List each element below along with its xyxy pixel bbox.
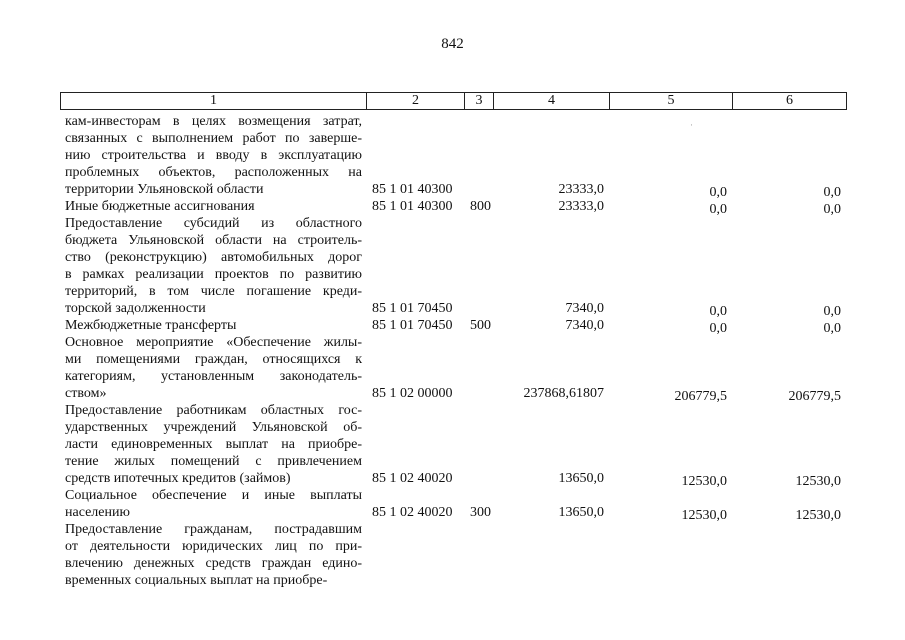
row-description xyxy=(65,215,362,317)
row-value-col4: 23333,0 xyxy=(558,199,604,214)
row-code: 85 1 01 70450 xyxy=(372,301,453,316)
description-line: территории Ульяновской области xyxy=(65,182,264,197)
description-line: тение жилых помещений с привлечением xyxy=(65,454,362,469)
description-line: бюджета Ульяновской области на строитель- xyxy=(65,233,362,248)
description-line: влечению денежных средств граждан едино- xyxy=(65,556,362,571)
row-code: 85 1 02 40020 xyxy=(372,471,453,486)
description-line: средств ипотечных кредитов (займов) xyxy=(65,471,291,486)
row-description xyxy=(65,521,362,589)
row-expense-kind: 500 xyxy=(470,318,491,333)
row-code: 85 1 02 40020 xyxy=(372,505,453,520)
row-value-col4: 23333,0 xyxy=(558,182,604,197)
description-line: временных социальных выплат на приобре- xyxy=(65,573,328,588)
description-line: Иные бюджетные ассигнования xyxy=(65,199,255,214)
header-col-5: 5 xyxy=(610,93,733,109)
description-line: проблемных объектов, расположенных на xyxy=(65,165,362,180)
description-line: нию строительства и вводу в эксплуатацию xyxy=(65,148,362,163)
row-value-col6: 0,0 xyxy=(823,304,841,319)
row-value-col4: 13650,0 xyxy=(558,505,604,520)
row-description xyxy=(65,402,362,487)
header-col-4: 4 xyxy=(494,93,610,109)
description-line: в рамках реализации проектов по развитию xyxy=(65,267,362,282)
row-code: 85 1 01 40300 xyxy=(372,199,453,214)
row-value-col6: 0,0 xyxy=(823,321,841,336)
row-expense-kind: 800 xyxy=(470,199,491,214)
description-line: ство (реконструкцию) автомобильных дорог xyxy=(65,250,362,265)
table-header xyxy=(60,92,847,110)
row-description xyxy=(65,317,362,334)
row-value-col6: 12530,0 xyxy=(795,474,841,489)
scan-dot: · xyxy=(690,120,693,130)
row-code: 85 1 01 40300 xyxy=(372,182,453,197)
row-value-col6: 0,0 xyxy=(823,185,841,200)
description-line: населению xyxy=(65,505,130,520)
row-expense-kind: 300 xyxy=(470,505,491,520)
description-line: кам-инвесторам в целях возмещения затрат, xyxy=(65,114,362,129)
row-value-col5: 0,0 xyxy=(709,304,727,319)
description-line: Предоставление гражданам, пострадавшим xyxy=(65,522,362,537)
header-col-1: 1 xyxy=(61,93,367,109)
description-line: Основное мероприятие «Обеспечение жилы- xyxy=(65,335,362,350)
row-value-col4: 7340,0 xyxy=(565,318,604,333)
row-value-col4: 7340,0 xyxy=(565,301,604,316)
row-value-col5: 12530,0 xyxy=(681,474,727,489)
description-line: ством» xyxy=(65,386,107,401)
row-description xyxy=(65,487,362,521)
row-value-col6: 12530,0 xyxy=(795,508,841,523)
header-col-2: 2 xyxy=(367,93,465,109)
page-number: 842 xyxy=(441,36,464,52)
row-description xyxy=(65,113,362,198)
description-line: Межбюджетные трансферты xyxy=(65,318,237,333)
description-line: категориям, установленным законодатель- xyxy=(65,369,362,384)
header-col-6: 6 xyxy=(786,93,793,108)
description-line: связанных с выполнением работ по заверше- xyxy=(65,131,362,146)
description-line: ми помещениями граждан, относящихся к xyxy=(65,352,362,367)
description-line: ласти единовременных выплат на приобре- xyxy=(65,437,362,452)
row-value-col5: 0,0 xyxy=(709,185,727,200)
row-description xyxy=(65,334,362,402)
row-description xyxy=(65,198,362,215)
row-value-col6: 0,0 xyxy=(823,202,841,217)
row-value-col4: 13650,0 xyxy=(558,471,604,486)
description-line: Предоставление субсидий из областного xyxy=(65,216,362,231)
description-line: от деятельности юридических лиц по при- xyxy=(65,539,362,554)
row-value-col5: 0,0 xyxy=(709,321,727,336)
row-code: 85 1 02 00000 xyxy=(372,386,453,401)
row-value-col6: 206779,5 xyxy=(788,389,841,404)
row-value-col4: 237868,61807 xyxy=(523,386,604,401)
description-line: ударственных учреждений Ульяновской об- xyxy=(65,420,362,435)
header-col-3: 3 xyxy=(465,93,494,109)
row-value-col5: 0,0 xyxy=(709,202,727,217)
description-line: Предоставление работникам областных гос- xyxy=(65,403,362,418)
description-line: Социальное обеспечение и иные выплаты xyxy=(65,488,362,503)
description-line: торской задолженности xyxy=(65,301,206,316)
row-value-col5: 12530,0 xyxy=(681,508,727,523)
description-line: территорий, в том числе погашение креди- xyxy=(65,284,362,299)
row-code: 85 1 01 70450 xyxy=(372,318,453,333)
row-value-col5: 206779,5 xyxy=(674,389,727,404)
